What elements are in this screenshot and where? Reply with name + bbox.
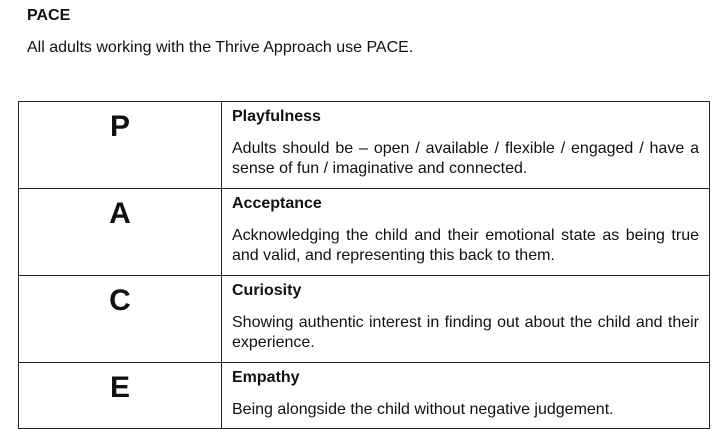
pace-letter: E xyxy=(109,371,130,404)
description-cell xyxy=(222,363,710,429)
letter-cell xyxy=(19,276,222,363)
letter-cell xyxy=(19,102,222,189)
table-row-c xyxy=(19,276,710,363)
letter-cell xyxy=(19,363,222,429)
description-cell xyxy=(222,189,710,276)
term-label: Playfulness xyxy=(232,108,321,125)
table-row-e xyxy=(19,363,710,429)
pace-letter: P xyxy=(109,110,130,143)
table-row-p xyxy=(19,102,710,189)
description-cell xyxy=(222,276,710,363)
document-heading: PACE xyxy=(27,7,71,24)
description-cell xyxy=(222,102,710,189)
term-label: Empathy xyxy=(232,369,300,386)
term-description: Showing authentic interest in finding out about the child and their experience. xyxy=(232,314,699,351)
term-label: Curiosity xyxy=(232,282,302,299)
pace-letter: A xyxy=(109,197,131,230)
table-row-a xyxy=(19,189,710,276)
intro-text: All adults working with the Thrive Approach use PACE. xyxy=(27,39,414,56)
term-description: Acknowledging the child and their emotional state as being true and valid, and representing this back to them. xyxy=(232,227,699,264)
term-description: Being alongside the child without negative judgement. xyxy=(232,401,614,418)
letter-cell xyxy=(19,189,222,276)
pace-letter: C xyxy=(109,284,131,317)
pace-table xyxy=(18,101,710,429)
term-description: Adults should be – open / available / flexible / engaged / have a sense of fun / imaginative and connected. xyxy=(232,140,699,177)
term-label: Acceptance xyxy=(232,195,322,212)
